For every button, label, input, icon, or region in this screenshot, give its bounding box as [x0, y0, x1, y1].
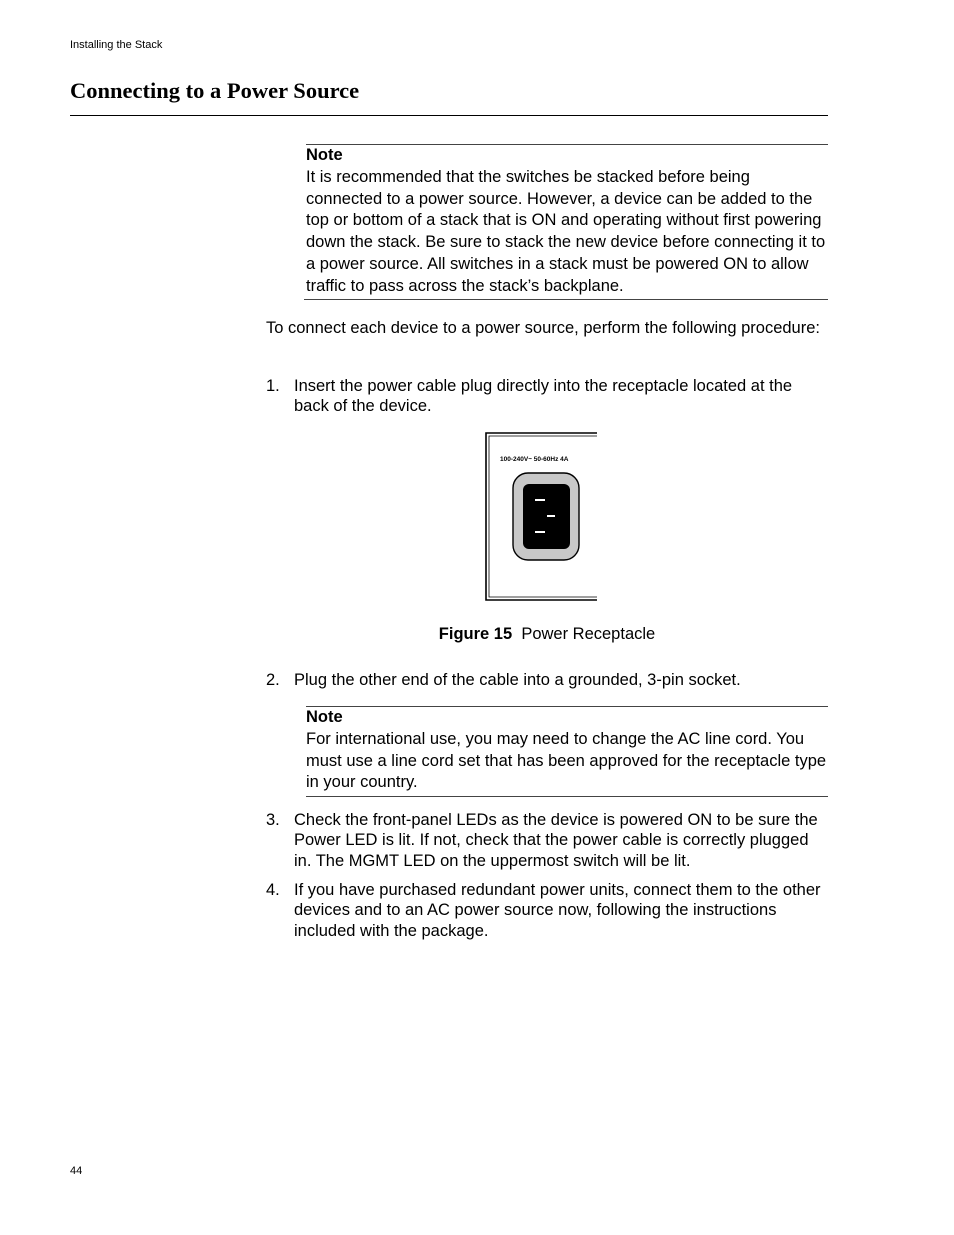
power-receptacle-icon: [484, 431, 598, 603]
step-item: [266, 810, 828, 871]
step-number: 1.: [266, 377, 280, 395]
note-text: It is recommended that the switches be stacked before being connected to a power source. However, a device can be added to the top or bottom of a stack that is ON and operating without first powering down the stack. Be sure to stack the new device before connecting it to a power source. All switches in a stack must be powered ON to allow traffic to pass across the stack’s backplane.: [306, 167, 826, 295]
note-international: [306, 707, 828, 794]
title-rule: [70, 115, 828, 116]
power-receptacle-figure: [484, 431, 598, 603]
note-recommendation: [306, 145, 828, 298]
page-title: Connecting to a Power Source: [70, 78, 360, 103]
step-item: [266, 880, 828, 941]
page-number: 44: [70, 1165, 83, 1177]
step-number: 3.: [266, 811, 280, 829]
step-text: Check the front-panel LEDs as the device is powered ON to be sure the Power LED is lit. If not, check that the power cable is correctly plugged in. The MGMT LED on the uppermost switch will be lit.: [294, 811, 818, 870]
note-bottom-rule: [306, 796, 828, 797]
note-label: Note: [306, 146, 343, 164]
running-head: Installing the Stack: [70, 39, 163, 51]
step-text: Insert the power cable plug directly into the receptacle located at the back of the device.: [294, 377, 793, 416]
step-item: [266, 670, 828, 690]
step-number: 4.: [266, 881, 280, 899]
figure-caption: [266, 625, 828, 644]
note-label: Note: [306, 708, 343, 726]
note-text: For international use, you may need to change the AC line cord. You must use a line cord set that has been approved for the receptacle type in your country.: [306, 729, 827, 792]
step-number: 2.: [266, 671, 280, 689]
step-text: If you have purchased redundant power units, connect them to the other devices and to an AC power source now, following the instructions included with the package.: [294, 881, 821, 940]
figure-title: Power Receptacle: [521, 625, 656, 643]
step-item: [266, 376, 828, 417]
figure-label: Figure 15: [438, 625, 513, 643]
receptacle-rating-label: 100-240V~ 50-60Hz 4A: [500, 456, 569, 463]
step-text: Plug the other end of the cable into a grounded, 3-pin socket.: [294, 671, 741, 689]
intro-paragraph: To connect each device to a power source, perform the following procedure:: [266, 319, 820, 337]
note-bottom-rule: [304, 299, 828, 300]
